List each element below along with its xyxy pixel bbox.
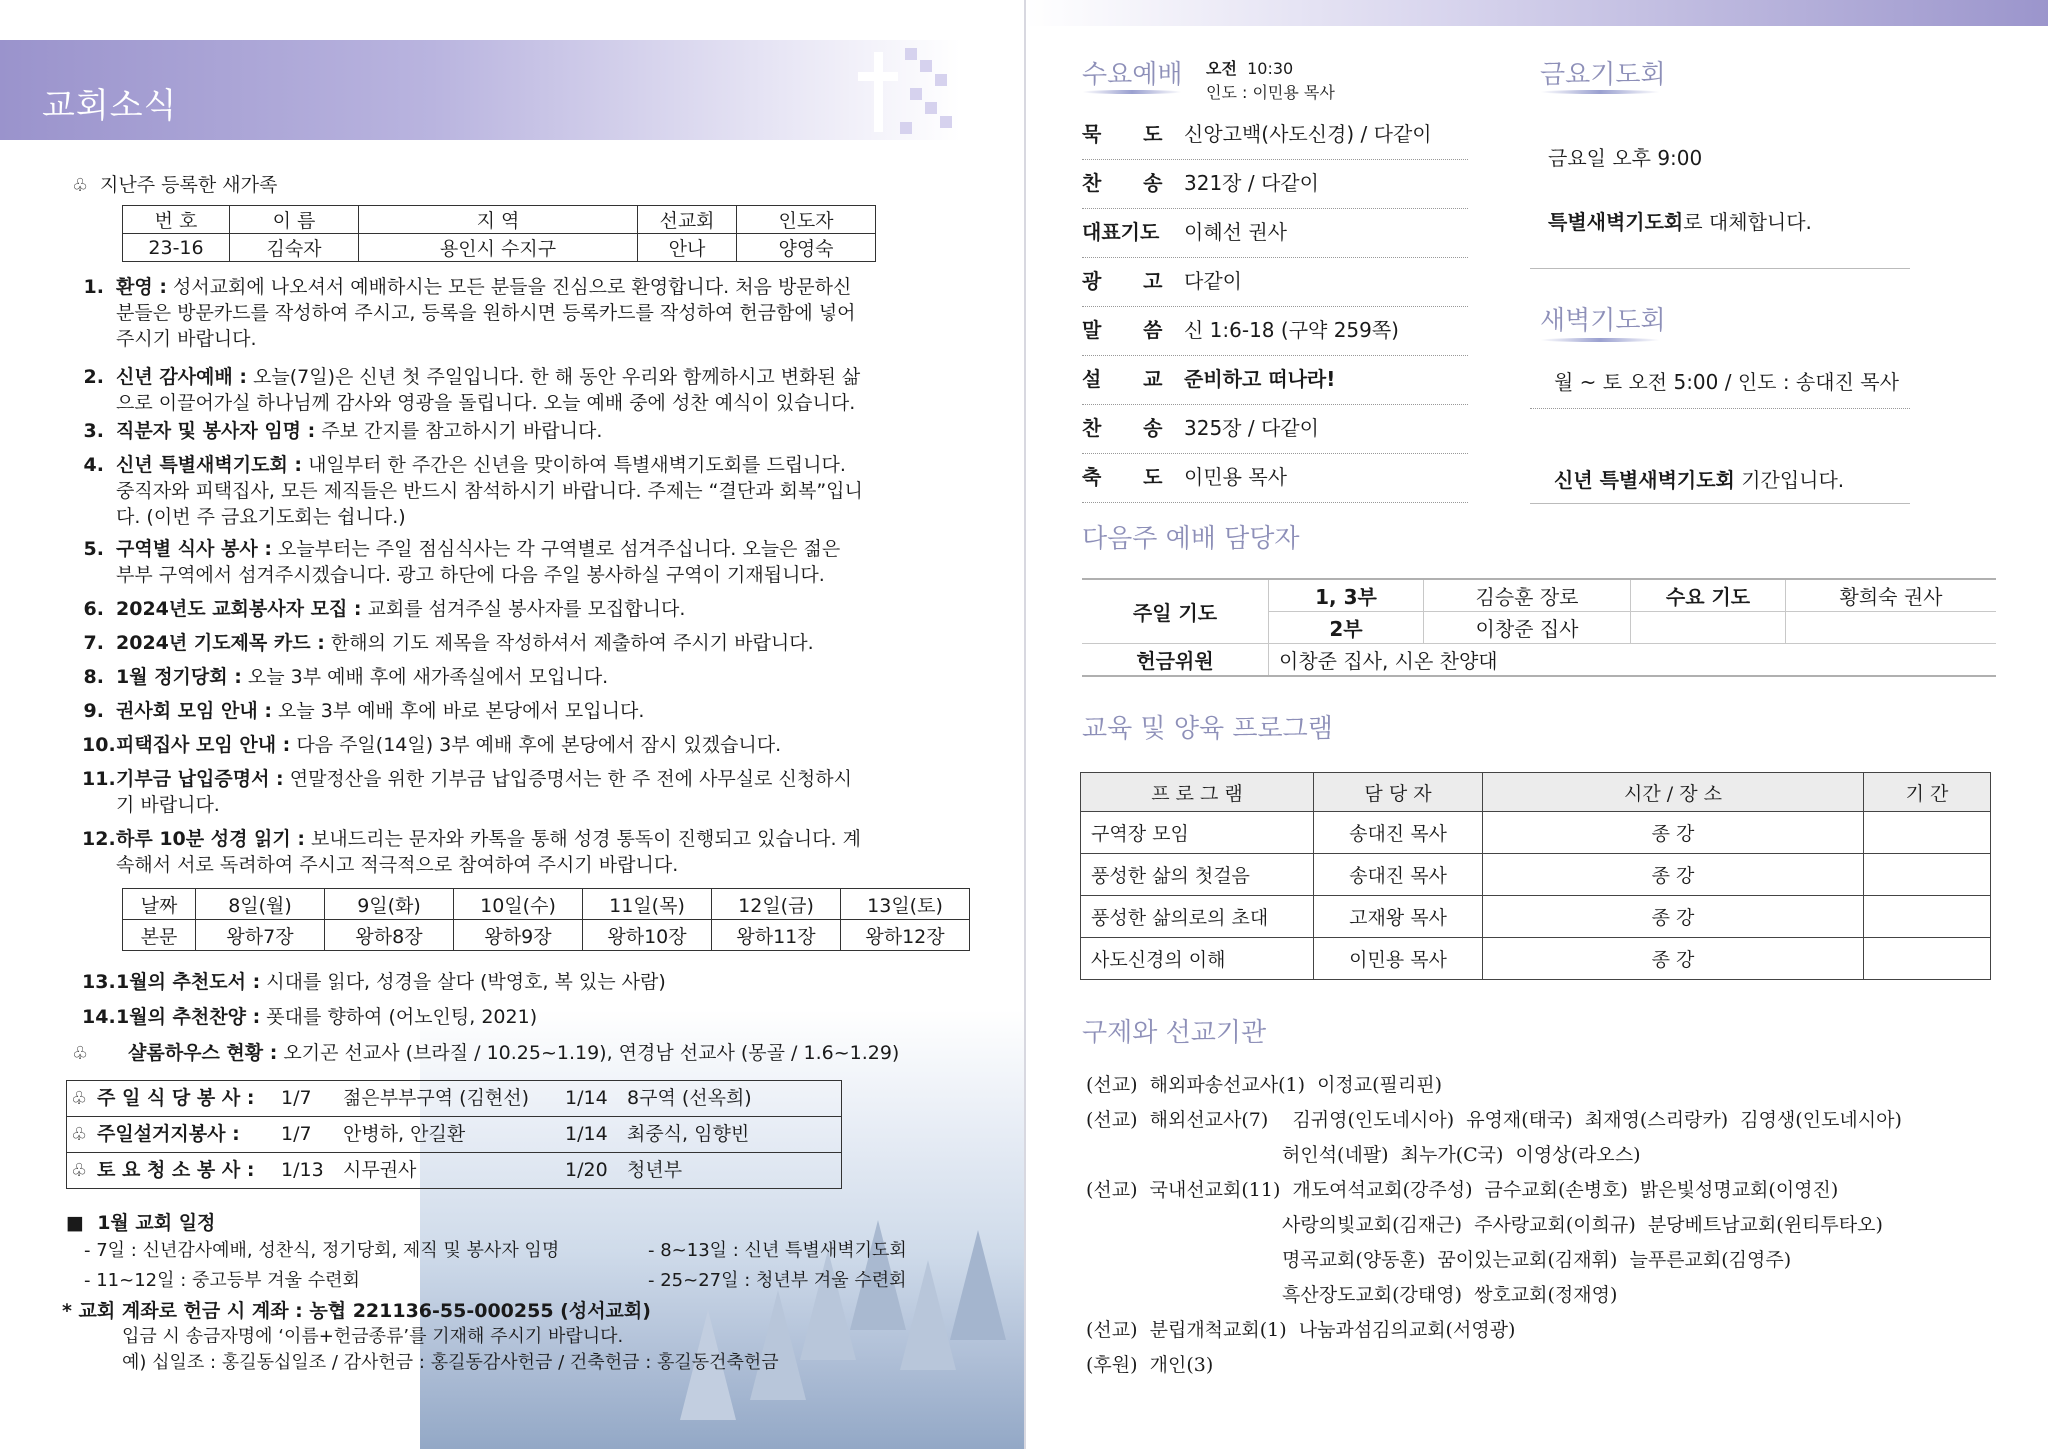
reading-cell: 왕하8장	[325, 920, 454, 951]
notice-number: 2.	[83, 366, 104, 388]
table-cell: 종 강	[1483, 896, 1864, 938]
notice-line	[116, 732, 952, 758]
schedule-item: - 25~27일 : 청년부 겨울 수련회	[648, 1270, 907, 1291]
fri-note	[1548, 206, 1812, 235]
wed-time-label: 오전	[1206, 59, 1237, 78]
wed-order-row	[1082, 404, 1468, 454]
notice-label: 2024년도 교회봉사자 모집 :	[116, 598, 362, 620]
table-row	[123, 206, 876, 234]
notice-line	[116, 630, 952, 656]
wed-order-row	[1082, 355, 1468, 405]
header-cell: 번 호	[123, 206, 230, 234]
table-cell: 송대진 목사	[1314, 854, 1483, 896]
fri-note-bold: 특별새벽기도회	[1548, 210, 1684, 234]
schedule-item: - 8~13일 : 신년 특별새벽기도회	[648, 1240, 907, 1261]
wed-order-row	[1082, 453, 1468, 503]
order-label: 축 도	[1082, 465, 1163, 489]
order-label: 광 고	[1082, 269, 1163, 293]
notice-item	[82, 274, 952, 352]
newcomers-table	[122, 205, 876, 262]
table-row	[123, 889, 970, 920]
wed-order-row	[1082, 208, 1468, 258]
notice-number: 1.	[83, 276, 104, 298]
notice-number: 3.	[83, 420, 104, 442]
education-title: 교육 및 양육 프로그램	[1082, 714, 1333, 744]
notice-number: 9.	[83, 700, 104, 722]
notice-text: 성서교회에 나오셔서 예배하시는 모든 분들을 진심으로 환영합니다. 처음 방문하신	[172, 276, 852, 298]
dawn-note	[1554, 464, 1844, 493]
order-value: 신앙고백(사도신경) / 다같이	[1184, 122, 1432, 146]
title-underline	[1082, 90, 1182, 94]
notice-text: 폿대를 향하여 (어노인팅, 2021)	[266, 1006, 538, 1028]
dawn-time: 월 ~ 토 오전 5:00 / 인도 : 송대진 목사	[1554, 370, 1899, 394]
club-icon: ♧	[71, 1124, 88, 1145]
notice-text: 분들은 방문카드를 작성하여 주시고, 등록을 원하시면 등록카드를 작성하여 헌금함에 넣어	[116, 302, 856, 324]
table-cell: 구역장 모임	[1081, 812, 1314, 854]
notice-item	[82, 664, 952, 690]
cross-icon	[858, 52, 898, 132]
notice-line	[116, 664, 952, 690]
table-row	[1082, 644, 1996, 677]
header-cell: 선교회	[638, 206, 737, 234]
notice-item	[82, 698, 952, 724]
reading-cell: 8일(월)	[196, 889, 325, 920]
notice-line	[116, 390, 952, 416]
reading-cell: 날짜	[123, 889, 196, 920]
prayer-name: 황희숙 권사	[1786, 579, 1997, 612]
mission-line: (선교) 분립개척교회(1) 나눔과섬김의교회(서영광)	[1086, 1319, 1516, 1341]
notice-text: 내일부터 한 주간은 신년을 맞이하여 특별새벽기도회를 드립니다.	[308, 454, 846, 476]
notice-label: 신년 특별새벽기도회 :	[116, 454, 303, 476]
table-cell: 이민용 목사	[1314, 938, 1483, 980]
reading-cell: 11일(목)	[583, 889, 712, 920]
header-cell: 지 역	[359, 206, 638, 234]
notice-number: 13.	[82, 971, 116, 993]
notice-line	[116, 364, 952, 390]
notice-text: 부부 구역에서 섬겨주시겠습니다. 광고 하단에 다음 주일 봉사하실 구역이 기재됩니다.	[116, 564, 825, 586]
mission-line: (선교) 국내선교회(11) 개도여석교회(강주성) 금수교회(손병호) 밝은빛성명교회(이영진)	[1086, 1179, 1839, 1201]
divider-line	[1530, 503, 1910, 504]
notice-item	[82, 418, 952, 444]
notice-line	[116, 792, 952, 818]
notice-text: 주보 간지를 참고하시기 바랍니다.	[321, 420, 603, 442]
duty-label: 토 요 청 소 봉 사 :	[97, 1159, 255, 1181]
notice-item	[82, 826, 952, 878]
shalom-label: 샬롬하우스 현황 :	[128, 1042, 278, 1064]
sunday-prayer-label: 주일 기도	[1082, 579, 1269, 644]
duty-date: 1/20	[565, 1159, 608, 1181]
reading-cell: 왕하12장	[841, 920, 970, 951]
table-cell	[1864, 854, 1991, 896]
notice-item	[82, 364, 952, 416]
reading-cell: 왕하9장	[454, 920, 583, 951]
order-label: 묵 도	[1082, 122, 1163, 146]
notice-14	[82, 1004, 952, 1030]
reading-cell: 10일(수)	[454, 889, 583, 920]
header-title: 교회소식	[42, 86, 178, 126]
prayer-name: 이창준 집사	[1424, 612, 1631, 644]
table-row	[1082, 579, 1996, 612]
notice-label: 1월의 추천도서 :	[116, 971, 261, 993]
table-cell: 종 강	[1483, 854, 1864, 896]
wed-service-title: 수요예배	[1082, 60, 1183, 90]
service-part-label: 1, 3부	[1269, 579, 1424, 612]
shalom-house	[72, 1040, 899, 1067]
mission-line: 사랑의빛교회(김재근) 주사랑교회(이희규) 분당베트남교회(윈티투타오)	[1282, 1214, 1883, 1236]
account-line: 입금 시 송금자명에 ‘이름+헌금종류’를 기재해 주시기 바랍니다.	[122, 1326, 624, 1347]
table-cell: 종 강	[1483, 938, 1864, 980]
mission-line: (후원) 개인(3)	[1086, 1354, 1214, 1376]
empty-cell	[1631, 612, 1786, 644]
notice-line	[116, 826, 952, 852]
title-underline	[1540, 338, 1660, 342]
header-cell: 이 름	[230, 206, 359, 234]
table-row	[1081, 812, 1991, 854]
notice-line	[116, 698, 952, 724]
order-value: 이혜선 권사	[1184, 220, 1287, 244]
notice-number: 12.	[82, 828, 116, 850]
reading-cell: 9일(화)	[325, 889, 454, 920]
notice-item	[82, 536, 952, 588]
notice-label: 1월 정기당회 :	[116, 666, 242, 688]
notice-text: 오늘 3부 예배 후에 바로 본당에서 모입니다.	[277, 700, 645, 722]
education-table	[1080, 772, 1991, 980]
notice-label: 피택집사 모임 안내 :	[116, 734, 291, 756]
notice-item	[82, 596, 952, 622]
fri-time: 금요일 오후 9:00	[1548, 146, 1703, 170]
duty-value: 안병하, 안길환	[343, 1123, 466, 1145]
notice-label: 권사회 모임 안내 :	[116, 700, 272, 722]
shalom-text: 오기곤 선교사 (브라질 / 10.25~1.19), 연경남 선교사 (몽골 / 1.6~1.29)	[283, 1042, 900, 1064]
schedule-title	[66, 1210, 215, 1236]
duty-row	[67, 1153, 841, 1188]
reading-cell: 13일(토)	[841, 889, 970, 920]
notice-line	[116, 478, 952, 504]
top-band	[1026, 0, 2048, 26]
table-cell: 종 강	[1483, 812, 1864, 854]
bible-reading-table	[122, 888, 970, 951]
order-label: 대표기도	[1082, 220, 1160, 244]
divider-line	[1530, 268, 1910, 269]
duty-row	[67, 1117, 841, 1153]
duty-value: 최중식, 임향빈	[627, 1123, 750, 1145]
table-cell	[1864, 938, 1991, 980]
notice-label: 하루 10분 성경 읽기 :	[116, 828, 305, 850]
next-week-title: 다음주 예배 담당자	[1082, 524, 1300, 554]
order-value: 신 1:6-18 (구약 259쪽)	[1184, 318, 1399, 342]
club-icon: ♧	[72, 1043, 89, 1064]
right-page	[1026, 0, 2048, 1449]
snow-forest-image	[420, 1010, 1024, 1449]
club-icon: ♧	[71, 1088, 88, 1109]
notice-label: 구역별 식사 봉사 :	[116, 538, 272, 560]
table-row	[123, 920, 970, 951]
wed-time-value: 10:30	[1247, 59, 1294, 78]
wed-order-row	[1082, 159, 1468, 209]
order-label: 설 교	[1082, 367, 1163, 391]
church-news-header	[0, 40, 960, 140]
notice-number: 7.	[83, 632, 104, 654]
schedule-item: - 11~12일 : 중고등부 겨울 수련회	[84, 1270, 360, 1291]
notice-number: 10.	[82, 734, 116, 756]
notice-text: 연말정산을 위한 기부금 납입증명서는 한 주 전에 사무실로 신청하시	[289, 768, 852, 790]
notice-line	[116, 274, 952, 300]
header-cell: 담 당 자	[1314, 773, 1483, 812]
divider-line	[1530, 408, 1910, 409]
notice-text: 한해의 기도 제목을 작성하셔서 제출하여 주시기 바랍니다.	[330, 632, 814, 654]
notice-line	[116, 326, 952, 352]
notice-label: 2024년 기도제목 카드 :	[116, 632, 325, 654]
next-week-table	[1082, 578, 1996, 677]
account-title: * 교회 계좌로 헌금 시 계좌 : 농협 221136-55-000255 (성서교회)	[62, 1300, 651, 1322]
table-row	[1081, 773, 1991, 812]
club-icon: ♧	[71, 1160, 88, 1181]
table-cell: 용인시 수지구	[359, 234, 638, 262]
notice-line	[116, 852, 952, 878]
notice-text: 기 바랍니다.	[116, 794, 220, 816]
mission-line: 명곡교회(양동훈) 꿈이있는교회(김재휘) 늘푸른교회(김영주)	[1282, 1249, 1792, 1271]
prayer-name: 김승훈 장로	[1424, 579, 1631, 612]
table-row	[1081, 938, 1991, 980]
notice-text: 주시기 바랍니다.	[116, 328, 257, 350]
table-row	[1081, 854, 1991, 896]
club-icon: ♧	[72, 175, 89, 196]
order-value: 325장 / 다같이	[1184, 416, 1319, 440]
order-label: 찬 송	[1082, 171, 1163, 195]
dawn-note-bold: 신년 특별새벽기도회	[1554, 468, 1735, 492]
table-cell: 고재왕 목사	[1314, 896, 1483, 938]
duty-date: 1/7	[281, 1087, 312, 1109]
reading-cell: 12일(금)	[712, 889, 841, 920]
square-bullet-icon: ■	[66, 1212, 84, 1234]
order-value: 준비하고 떠나라!	[1184, 367, 1336, 391]
notice-text: 교회를 섬겨주실 봉사자를 모집합니다.	[367, 598, 686, 620]
notice-text: 시대를 읽다, 성경을 살다 (박영호, 복 있는 사람)	[266, 971, 666, 993]
table-cell: 안나	[638, 234, 737, 262]
notice-text: 다. (이번 주 금요기도회는 쉽니다.)	[116, 506, 406, 528]
notice-number: 11.	[82, 768, 116, 790]
duty-value: 젊은부부구역 (김현선)	[343, 1087, 530, 1109]
table-cell: 풍성한 삶의 첫걸음	[1081, 854, 1314, 896]
notice-text: 오늘부터는 주일 점심식사는 각 구역별로 섬겨주십니다. 오늘은 젊은	[277, 538, 841, 560]
notice-text: 으로 이끌어가실 하나님께 감사와 영광을 돌립니다. 오늘 예배 중에 성찬 예식이 있습니다.	[116, 392, 856, 414]
duty-date: 1/13	[281, 1159, 324, 1181]
header-cell: 인도자	[737, 206, 876, 234]
notice-text: 다음 주일(14일) 3부 예배 후에 본당에서 잠시 있겠습니다.	[296, 734, 782, 756]
notice-line	[116, 596, 952, 622]
notice-line	[116, 300, 952, 326]
notice-item	[82, 630, 952, 656]
table-row	[1081, 896, 1991, 938]
mission-line: 흑산장도교회(강태영) 쌍호교회(정재영)	[1282, 1284, 1618, 1306]
notice-text: 오늘(7일)은 신년 첫 주일입니다. 한 해 동안 우리와 함께하시고 변화된 삶	[253, 366, 861, 388]
notice-text: 오늘 3부 예배 후에 새가족실에서 모입니다.	[247, 666, 609, 688]
notice-line	[116, 418, 952, 444]
notice-line	[116, 766, 952, 792]
empty-cell	[1786, 612, 1997, 644]
offering-label: 헌금위원	[1082, 644, 1269, 677]
reading-cell: 본문	[123, 920, 196, 951]
duty-value: 시무권사	[343, 1159, 417, 1181]
wed-order-row	[1082, 110, 1468, 160]
order-value: 321장 / 다같이	[1184, 171, 1319, 195]
wed-order-row	[1082, 306, 1468, 356]
table-cell: 사도신경의 이해	[1081, 938, 1314, 980]
account-line: 예) 십일조 : 홍길동십일조 / 감사헌금 : 홍길동감사헌금 / 건축헌금 : 홍길동건축헌금	[122, 1352, 779, 1373]
service-duty-box	[66, 1080, 842, 1189]
offering-names: 이창준 집사, 시온 찬양대	[1269, 644, 1997, 677]
notice-label: 환영 :	[116, 276, 167, 298]
notice-label: 기부금 납입증명서 :	[116, 768, 284, 790]
mission-line: (선교) 해외파송선교사(1) 이정교(필리핀)	[1086, 1074, 1443, 1096]
wed-prayer-label: 수요 기도	[1631, 579, 1786, 612]
service-part-label: 2부	[1269, 612, 1424, 644]
duty-row	[67, 1081, 841, 1117]
table-cell: 김숙자	[230, 234, 359, 262]
order-label: 찬 송	[1082, 416, 1163, 440]
notice-text: 보내드리는 문자와 카톡을 통해 성경 통독이 진행되고 있습니다. 계	[311, 828, 861, 850]
table-cell	[1864, 896, 1991, 938]
notice-item	[82, 452, 952, 530]
order-value: 이민용 목사	[1184, 465, 1287, 489]
notice-13	[82, 969, 952, 995]
missions-title: 구제와 선교기관	[1082, 1018, 1267, 1048]
duty-date: 1/7	[281, 1123, 312, 1145]
duty-label: 주 일 식 당 봉 사 :	[97, 1087, 255, 1109]
header-cell: 시간 / 장 소	[1483, 773, 1864, 812]
table-cell: 양영숙	[737, 234, 876, 262]
newcomers-title	[72, 172, 277, 199]
dawn-note-rest: 기간입니다.	[1734, 468, 1845, 492]
notice-line	[116, 562, 952, 588]
newcomers-title-text: 지난주 등록한 새가족	[100, 174, 278, 196]
table-cell: 송대진 목사	[1314, 812, 1483, 854]
notice-number: 4.	[83, 454, 104, 476]
table-row	[123, 234, 876, 262]
notice-label: 직분자 및 봉사자 임명 :	[116, 420, 316, 442]
notice-line	[116, 452, 952, 478]
notice-number: 8.	[83, 666, 104, 688]
order-value: 다같이	[1184, 269, 1242, 293]
reading-cell: 왕하11장	[712, 920, 841, 951]
reading-cell: 왕하10장	[583, 920, 712, 951]
notice-number: 6.	[83, 598, 104, 620]
notice-text: 속해서 서로 독려하여 주시고 적극적으로 참여하여 주시기 바랍니다.	[116, 854, 679, 876]
notice-label: 1월의 추천찬양 :	[116, 1006, 261, 1028]
mission-line: 허인석(네팔) 최누가(C국) 이영상(라오스)	[1282, 1144, 1641, 1166]
schedule-title-text: 1월 교회 일정	[97, 1212, 216, 1234]
notice-line	[116, 504, 952, 530]
table-cell: 23-16	[123, 234, 230, 262]
notice-label: 신년 감사예배 :	[116, 366, 247, 388]
duty-value: 8구역 (선옥희)	[627, 1087, 752, 1109]
wed-order-row	[1082, 257, 1468, 307]
notice-number: 5.	[83, 538, 104, 560]
dawn-prayer-title: 새벽기도회	[1540, 306, 1666, 336]
header-cell: 프 로 그 램	[1081, 773, 1314, 812]
notice-number: 14.	[82, 1006, 116, 1028]
duty-label: 주일설거지봉사 :	[97, 1123, 240, 1145]
table-cell: 풍성한 삶의로의 초대	[1081, 896, 1314, 938]
duty-value: 청년부	[627, 1159, 683, 1181]
notice-item	[82, 732, 952, 758]
wed-leader: 인도 : 이민용 목사	[1206, 83, 1335, 102]
table-cell	[1864, 812, 1991, 854]
reading-cell: 왕하7장	[196, 920, 325, 951]
notice-item	[82, 766, 952, 818]
mission-line: (선교) 해외선교사(7) 김귀영(인도네시아) 유영재(태국) 최재영(스리랑카) 김영생(인도네시아)	[1086, 1109, 1902, 1131]
schedule-item: - 7일 : 신년감사예배, 성찬식, 정기당회, 제직 및 봉사자 임명	[84, 1240, 560, 1261]
fri-note-rest: 로 대체합니다.	[1683, 210, 1812, 234]
fri-prayer-title: 금요기도회	[1540, 60, 1666, 90]
duty-date: 1/14	[565, 1087, 608, 1109]
order-label: 말 씀	[1082, 318, 1163, 342]
title-underline	[1540, 90, 1660, 94]
duty-date: 1/14	[565, 1123, 608, 1145]
notice-text: 중직자와 피택집사, 모든 제직들은 반드시 참석하시기 바랍니다. 주제는 “결단과 회복”입니	[116, 480, 863, 502]
header-cell: 기 간	[1864, 773, 1991, 812]
wed-time	[1206, 56, 1293, 79]
notice-line	[116, 536, 952, 562]
